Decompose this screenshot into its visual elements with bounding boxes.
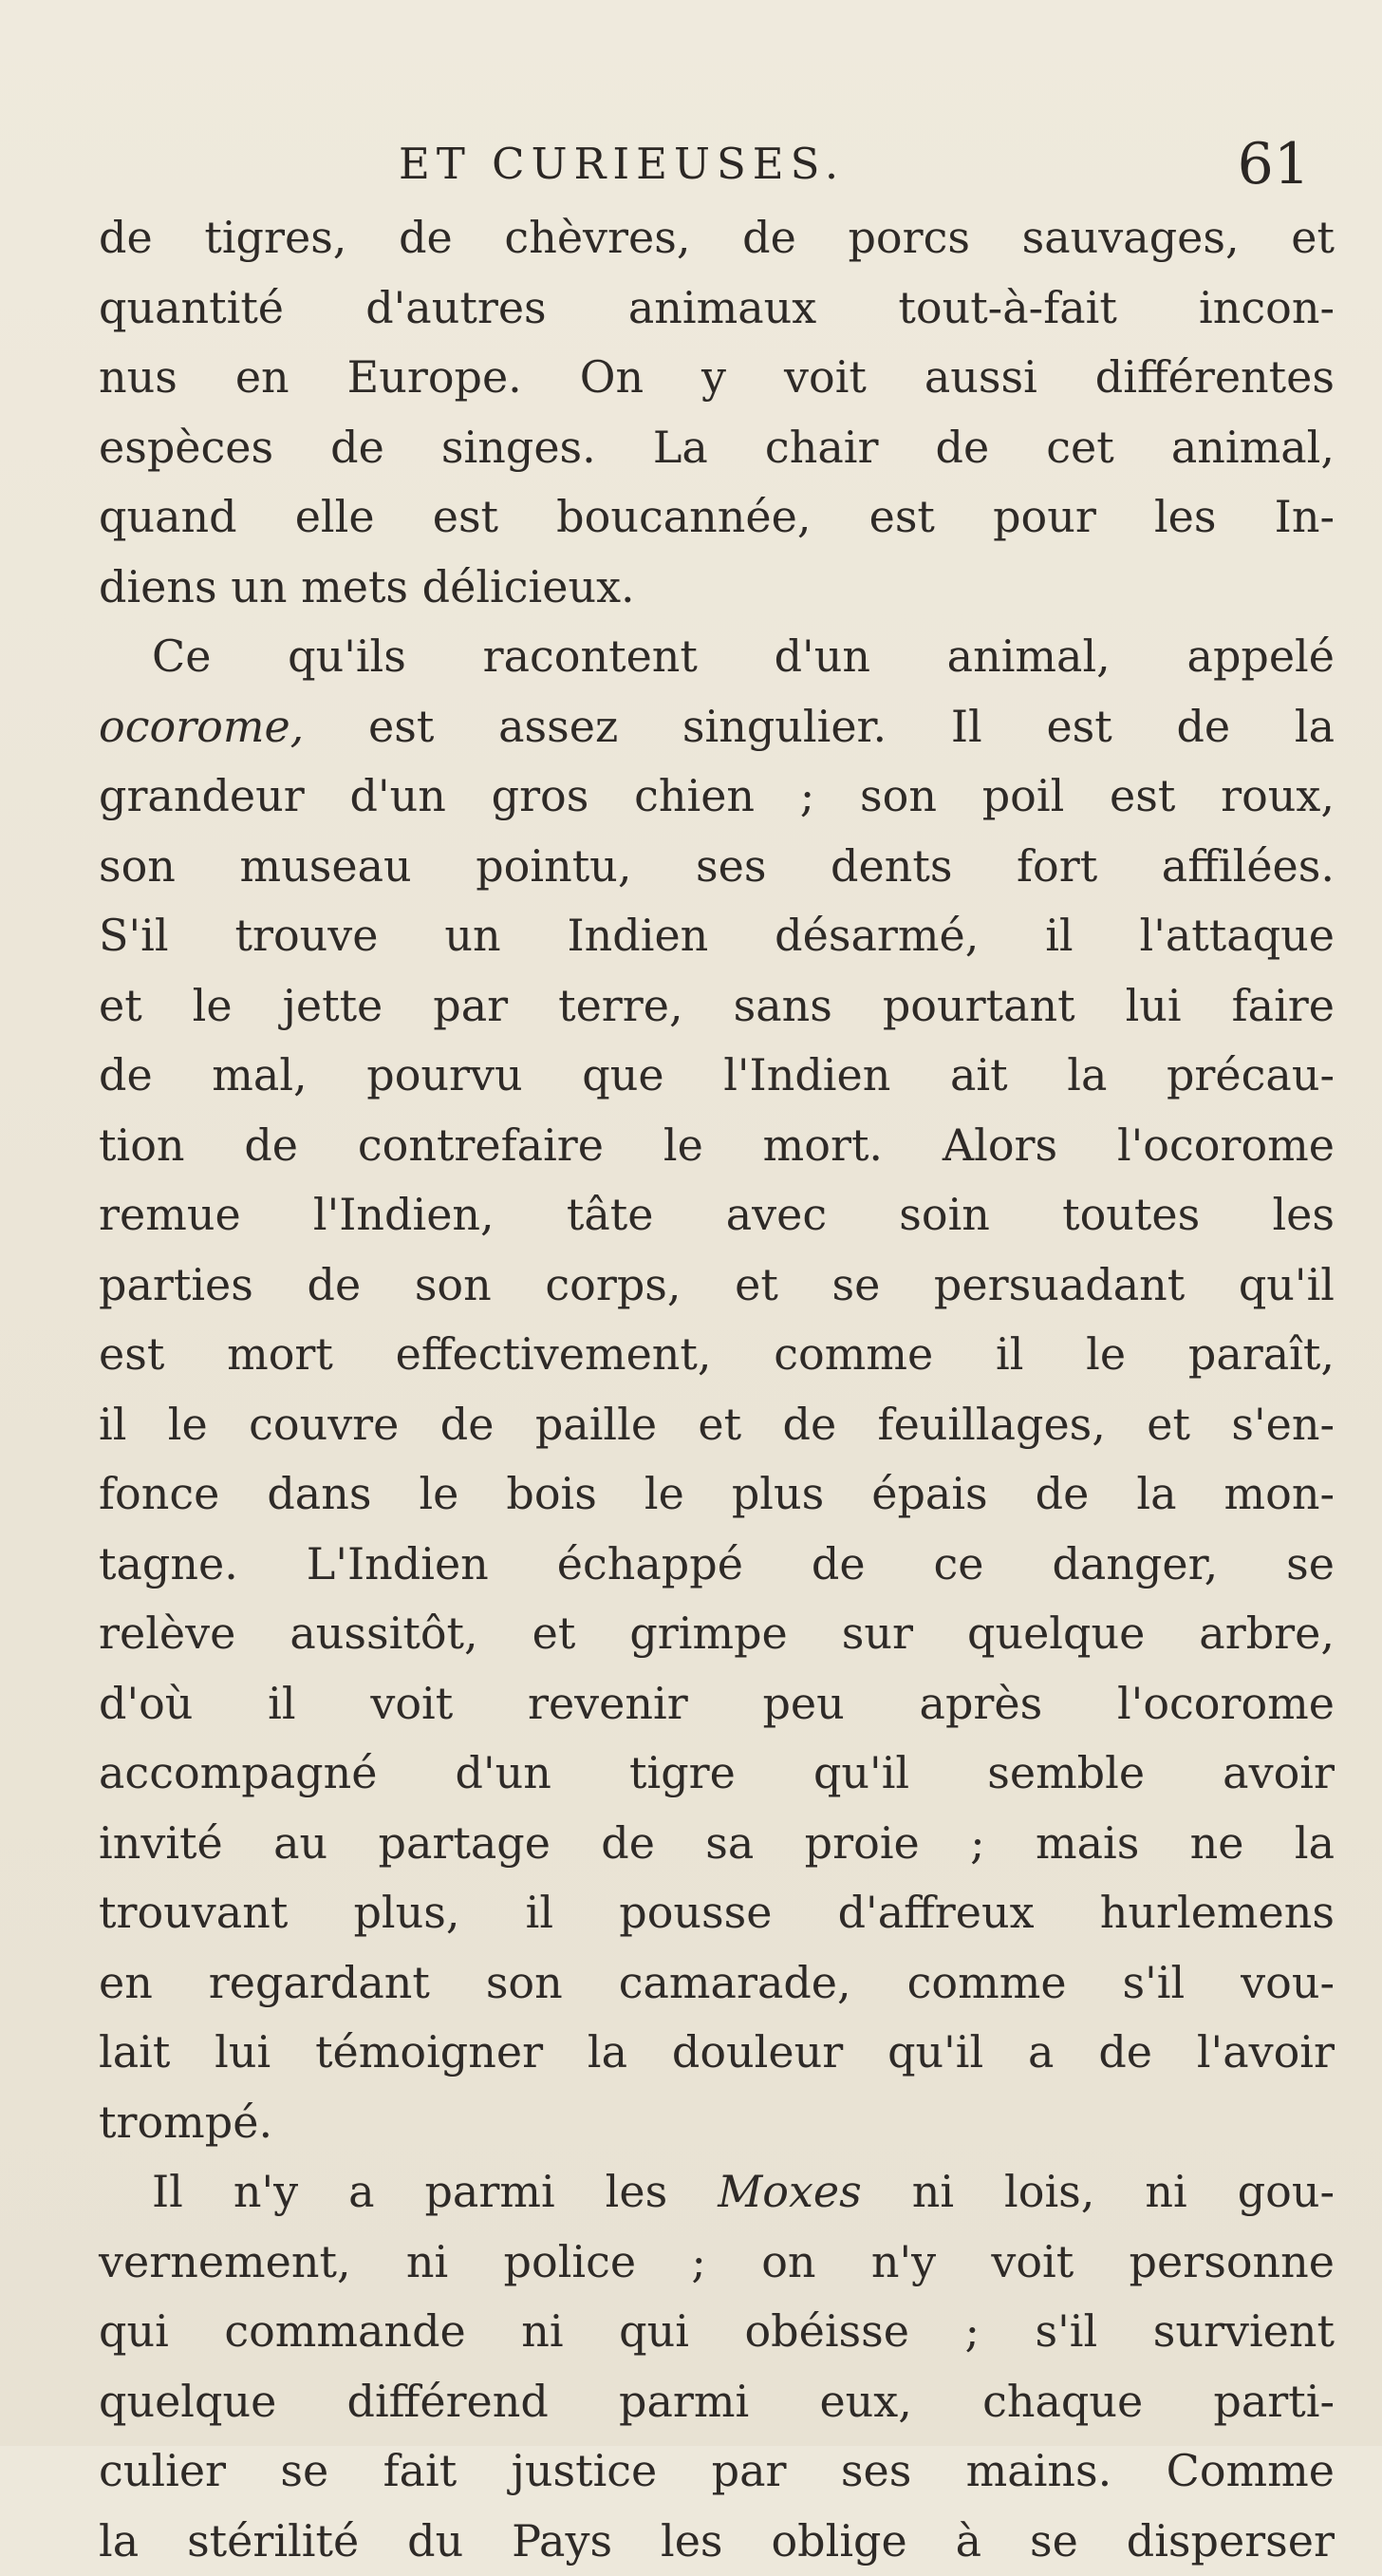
- italic-term-moxes: Moxes: [718, 2166, 862, 2217]
- paragraph-start-line-with-italic: [99, 2157, 1335, 2228]
- text-line: relève aussitôt, et grimpe sur quelque arbre,: [99, 1599, 1335, 1669]
- text-line: invité au partage de sa proie ; mais ne la: [99, 1809, 1335, 1879]
- text-line: de mal, pourvu que l'Indien ait la précau-: [99, 1041, 1335, 1111]
- text-line: son museau pointu, ses dents fort affilées.: [99, 832, 1335, 902]
- text-line: est mort effectivement, comme il le paraît,: [99, 1320, 1335, 1390]
- page-number: 61: [1238, 131, 1310, 197]
- text-line: fonce dans le bois le plus épais de la mon-: [99, 1459, 1335, 1530]
- italic-term-ocorome: ocorome,: [99, 701, 304, 752]
- text-line: trouvant plus, il pousse d'affreux hurlemens: [99, 1878, 1335, 1948]
- text-line-with-italic: [99, 692, 1335, 762]
- text-line: et le jette par terre, sans pourtant lui faire: [99, 971, 1335, 1042]
- text-line: diens un mets délicieux.: [99, 553, 1335, 623]
- paragraph-start-line: Ce qu'ils racontent d'un animal, appelé: [99, 622, 1335, 692]
- text-line-start: Il n'y a parmi les: [152, 2166, 667, 2217]
- text-line: d'où il voit revenir peu après l'ocorome: [99, 1669, 1335, 1739]
- text-line: accompagné d'un tigre qu'il semble avoir: [99, 1739, 1335, 1809]
- text-line: la stérilité du Pays les oblige à se disperser: [99, 2507, 1335, 2576]
- text-line: culier se fait justice par ses mains. Comme: [99, 2436, 1335, 2507]
- text-line: quand elle est boucannée, est pour les In-: [99, 482, 1335, 553]
- text-line: tion de contrefaire le mort. Alors l'ocorome: [99, 1111, 1335, 1181]
- text-line: de tigres, de chèvres, de porcs sauvages, et: [99, 203, 1335, 273]
- text-line: trompé.: [99, 2088, 1335, 2158]
- text-line: nus en Europe. On y voit aussi différentes: [99, 343, 1335, 413]
- text-line: quelque différend parmi eux, chaque parti-: [99, 2367, 1335, 2437]
- text-line-remainder: est assez singulier. Il est de la: [368, 701, 1335, 752]
- text-line: quantité d'autres animaux tout-à-fait incon-: [99, 273, 1335, 344]
- text-line: qui commande ni qui obéisse ; s'il survient: [99, 2297, 1335, 2367]
- text-line: lait lui témoigner la douleur qu'il a de l'avoir: [99, 2018, 1335, 2088]
- page-header: [112, 131, 1316, 197]
- text-line: vernement, ni police ; on n'y voit personne: [99, 2228, 1335, 2298]
- text-line: grandeur d'un gros chien ; son poil est roux,: [99, 762, 1335, 832]
- text-line: S'il trouve un Indien désarmé, il l'attaque: [99, 901, 1335, 971]
- text-line: il le couvre de paille et de feuillages, et s'en-: [99, 1390, 1335, 1460]
- text-line: remue l'Indien, tâte avec soin toutes les: [99, 1180, 1335, 1250]
- body-text: [99, 203, 1335, 2576]
- text-line-remainder: ni lois, ni gou-: [912, 2166, 1335, 2217]
- text-line: en regardant son camarade, comme s'il vou-: [99, 1948, 1335, 2019]
- running-title: ET CURIEUSES.: [399, 139, 845, 189]
- text-line: parties de son corps, et se persuadant qu'il: [99, 1250, 1335, 1321]
- text-line: tagne. L'Indien échappé de ce danger, se: [99, 1530, 1335, 1600]
- text-line: espèces de singes. La chair de cet animal,: [99, 413, 1335, 483]
